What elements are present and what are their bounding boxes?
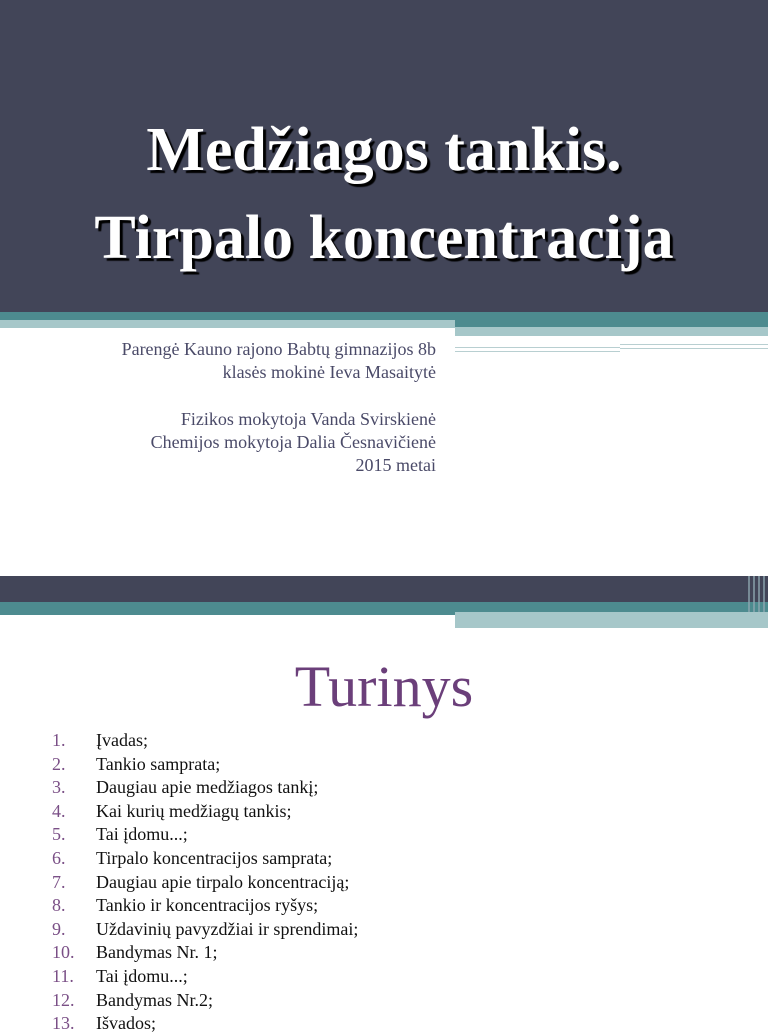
list-item: [0, 823, 768, 847]
list-item-text: Įvadas;: [96, 730, 148, 750]
list-item-text: Uždavinių pavyzdžiai ir sprendimai;: [96, 918, 359, 939]
list-item: [0, 871, 768, 895]
list-item: [0, 847, 768, 871]
list-item: [0, 941, 768, 965]
list-item-number: 11.: [52, 965, 74, 986]
decorative-rule: [620, 344, 768, 345]
list-item-number: 12.: [52, 989, 75, 1010]
teacher-line-2: Chemijos mokytoja Dalia Česnavičienė: [150, 432, 436, 452]
contents-header-bar: [0, 576, 768, 602]
slide-title-line-2: Tirpalo koncentracija: [94, 204, 674, 272]
list-item-number: 5.: [52, 824, 66, 845]
list-item-number: 2.: [52, 753, 66, 774]
slide-title: [0, 106, 768, 282]
list-item-number: 4.: [52, 800, 66, 821]
decorative-band: [455, 327, 768, 336]
list-item-number: 1.: [52, 730, 66, 750]
contents-list: [0, 729, 768, 1036]
year-line: 2015 metai: [355, 455, 436, 475]
list-item-text: Tankio samprata;: [96, 753, 221, 774]
list-item-text: Tai įdomu...;: [96, 824, 188, 845]
contents-slide: [0, 576, 768, 1034]
list-item-text: Tai įdomu...;: [96, 965, 188, 986]
list-item-number: 13.: [52, 1013, 75, 1034]
decorative-band: [0, 602, 768, 612]
decorative-rule: [455, 351, 620, 352]
list-item-text: Išvados;: [96, 1013, 156, 1034]
decorative-band: [455, 612, 768, 628]
list-item-text: Daugiau apie medžiagos tankį;: [96, 777, 319, 798]
decorative-rule: [455, 347, 620, 348]
decorative-stripes: [748, 576, 768, 612]
decorative-rule: [620, 348, 768, 349]
list-item: [0, 753, 768, 777]
list-item: [0, 800, 768, 824]
slide-subtitle: [40, 338, 436, 477]
teacher-line-1: Fizikos mokytoja Vanda Svirskienė: [180, 409, 436, 429]
list-item: [0, 894, 768, 918]
list-item-text: Tirpalo koncentracijos samprata;: [96, 847, 333, 868]
list-item: [0, 776, 768, 800]
slide-title-line-1: Medžiagos tankis.: [146, 116, 622, 184]
list-item-text: Bandymas Nr. 1;: [96, 942, 218, 963]
list-item-number: 3.: [52, 777, 66, 798]
list-item-text: Tankio ir koncentracijos ryšys;: [96, 895, 319, 916]
list-item-number: 8.: [52, 895, 66, 916]
list-item: [0, 989, 768, 1013]
list-item-text: Daugiau apie tirpalo koncentraciją;: [96, 871, 350, 892]
list-item-number: 9.: [52, 918, 66, 939]
list-item: [0, 965, 768, 989]
author-line-1: Parengė Kauno rajono Babtų gimnazijos 8b: [121, 339, 436, 359]
list-item: [0, 918, 768, 942]
list-item-number: 7.: [52, 871, 66, 892]
list-item-number: 6.: [52, 847, 66, 868]
list-item-text: Kai kurių medžiagų tankis;: [96, 800, 292, 821]
author-line-2: klasės mokinė Ieva Masaitytė: [222, 362, 436, 382]
list-item-number: 10.: [52, 942, 75, 963]
contents-title: Turinys: [294, 654, 474, 719]
decorative-band: [0, 612, 455, 615]
decorative-band: [0, 320, 455, 328]
list-item-text: Bandymas Nr.2;: [96, 989, 213, 1010]
list-item: [0, 729, 768, 753]
